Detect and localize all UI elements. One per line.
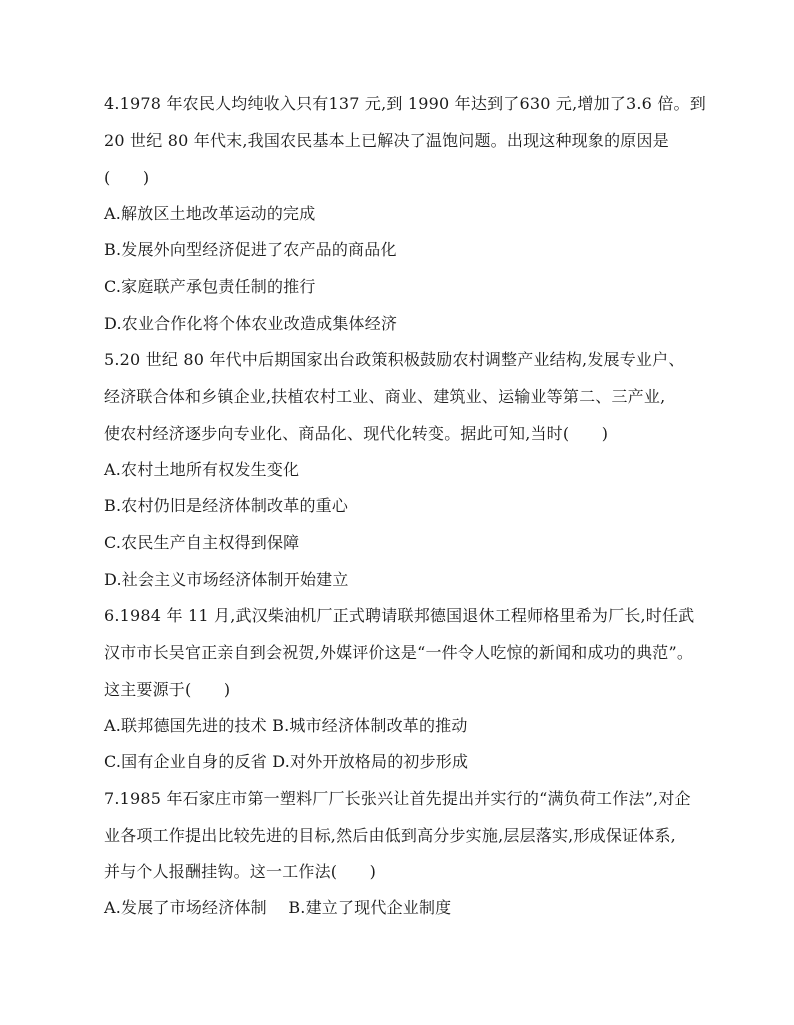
q6-stem-line-1: 6.1984 年 11 月,武汉柴油机厂正式聘请联邦德国退休工程师格里希为厂长,时任武 [104,606,695,625]
q7-stem-line-3: 并与个人报酬挂钩。这一工作法( ) [104,862,377,881]
q5-stem-line-2: 经济联合体和乡镇企业,扶植农村工业、商业、建筑业、运输业等第二、三产业, [104,387,666,406]
q4-option-b: B.发展外向型经济促进了农产品的商品化 [104,240,397,259]
q5-stem-line-3: 使农村经济逐步向专业化、商品化、现代化转变。据此可知,当时( ) [104,424,609,443]
q4-stem-line-2: 20 世纪 80 年代末,我国农民基本上已解决了温饱问题。出现这种现象的原因是 [104,131,669,150]
q7-stem-line-1: 7.1985 年石家庄市第一塑料厂厂长张兴让首先提出并实行的“满负荷工作法”,对企 [104,789,691,808]
q4-option-d: D.农业合作化将个体农业改造成集体经济 [104,314,398,333]
q7-option-ab: A.发展了市场经济体制 B.建立了现代企业制度 [104,898,452,917]
q4-stem-line-3: ( ) [104,168,150,187]
q5-stem-line-1: 5.20 世纪 80 年代中后期国家出台政策积极鼓励农村调整产业结构,发展专业户、 [104,350,685,369]
q5-option-c: C.农民生产自主权得到保障 [104,533,300,552]
q4-option-a: A.解放区土地改革运动的完成 [104,204,316,223]
q7-stem-line-2: 业各项工作提出比较先进的目标,然后由低到高分步实施,层层落实,形成保证体系, [104,826,676,845]
q4-stem-line-1: 4.1978 年农民人均纯收入只有137 元,到 1990 年达到了630 元,增加了3.6 倍。到 [104,94,706,113]
q5-option-d: D.社会主义市场经济体制开始建立 [104,570,349,589]
q6-stem-line-3: 这主要源于( ) [104,680,231,699]
q6-stem-line-2: 汉市市长吴官正亲自到会祝贺,外媒评价这是“一件令人吃惊的新闻和成功的典范”。 [104,643,694,662]
q6-option-ab: A.联邦德国先进的技术 B.城市经济体制改革的推动 [104,716,468,735]
q5-option-a: A.农村土地所有权发生变化 [104,460,300,479]
q5-option-b: B.农村仍旧是经济体制改革的重心 [104,496,349,515]
q4-option-c: C.家庭联产承包责任制的推行 [104,277,316,296]
q6-option-cd: C.国有企业自身的反省 D.对外开放格局的初步形成 [104,752,469,771]
